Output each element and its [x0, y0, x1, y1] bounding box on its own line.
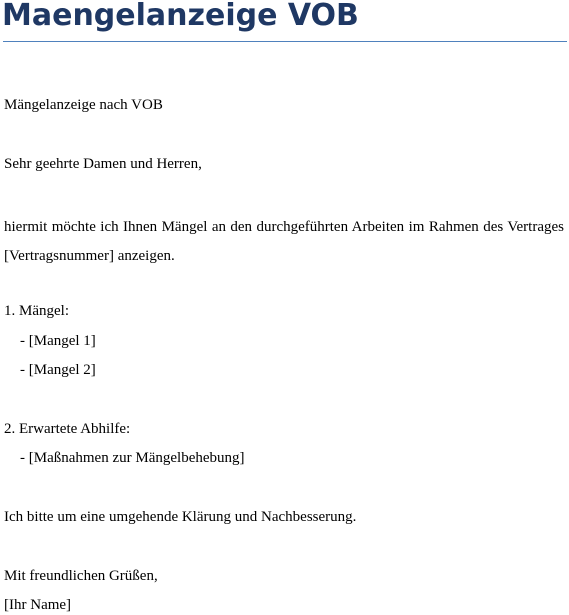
section-heading-remedy: 2. Erwartete Abhilfe: [4, 421, 131, 437]
closing-line: Mit freundlichen Grüßen, [4, 568, 158, 584]
section-heading-defects: 1. Mängel: [4, 303, 69, 319]
salutation: Sehr geehrte Damen und Herren, [4, 156, 202, 172]
subject-line: Mängelanzeige nach VOB [4, 97, 163, 113]
intro-paragraph: hiermit möchte ich Ihnen Mängel an den durchgeführten Arbeiten im Rahmen des Vertrages [Vertragsnummer] anzeigen. [4, 219, 564, 264]
title-underline [3, 41, 567, 42]
list-item-remedy-1: - [Maßnahmen zur Mängelbehebung] [20, 450, 245, 466]
request-paragraph: Ich bitte um eine umgehende Klärung und Nachbesserung. [4, 509, 357, 525]
document-title: Maengelanzeige VOB [2, 0, 359, 33]
signature-name: [Ihr Name] [4, 597, 72, 613]
list-item-defect-1: - [Mangel 1] [20, 333, 96, 349]
list-item-defect-2: - [Mangel 2] [20, 362, 96, 378]
